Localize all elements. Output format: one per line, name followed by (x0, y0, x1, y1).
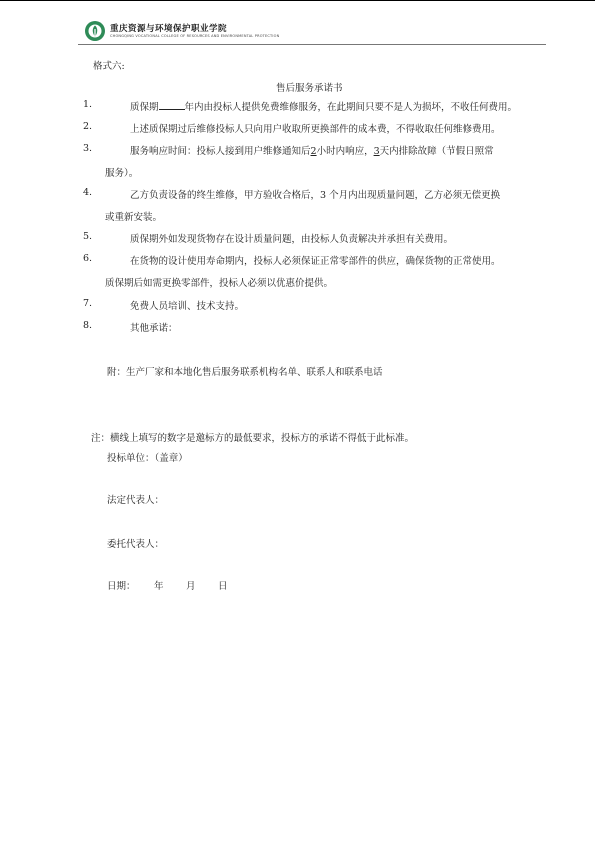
header-rule (78, 44, 546, 45)
list-item: 质保期外如发现货物存在设计质量问题，由投标人负责解决并承担有关费用。 (130, 234, 454, 245)
format-label: 格式六: (93, 61, 125, 72)
item-text: 年内由投标人提供免费维修服务，在此期间只要不是人为损坏，不收任何费用。 (184, 102, 518, 113)
list-item: 免费人员培训、技术支持。 (130, 301, 245, 312)
list-item: 其他承诺： (130, 323, 178, 334)
org-subtitle: CHONGQING VOCATIONAL COLLEGE OF RESOURCES AND ENVIRONMENTAL PROTECTION (110, 34, 280, 38)
date-month: 月 (186, 581, 196, 592)
item-number: 6. (83, 253, 93, 264)
list-item-continuation: 质保期后如需更换零部件，投标人必须以优惠价提供。 (105, 278, 334, 289)
list-item: 乙方负责设备的终生维修，甲方验收合格后，3 个月内出现质量问题，乙方必须无偿更换 (130, 190, 501, 201)
fill-in-blank (159, 100, 185, 110)
list-item: 在货物的设计使用寿命期内，投标人必须保证正常零部件的供应，确保货物的正常使用。 (130, 256, 501, 267)
item-number: 4. (83, 187, 93, 198)
remark-note: 注：横线上填写的数字是邀标方的最低要求，投标方的承诺不得低于此标准。 (91, 433, 415, 444)
item-number: 1. (83, 99, 93, 110)
item-number: 8. (83, 320, 93, 331)
list-item (130, 99, 517, 113)
date-day: 日 (218, 581, 228, 592)
item-text: 天内排除故障（节假日照常 (379, 146, 494, 157)
list-item-continuation: 或重新安装。 (105, 212, 163, 223)
item-number: 5. (83, 231, 93, 242)
document-title: 售后服务承诺书 (276, 83, 343, 94)
list-item (130, 143, 494, 157)
list-item: 上述质保期过后维修投标人只向用户收取所更换部件的成本费，不得收取任何维修费用。 (130, 124, 501, 135)
bidder-signature-line: 投标单位：（盖章） (107, 453, 188, 464)
item-number: 2. (83, 121, 93, 132)
underlined-value: 2 (310, 146, 317, 157)
page-top-border (0, 0, 595, 1)
date-year: 年 (154, 581, 164, 592)
item-text: 服务响应时间：投标人接到用户维修通知后 (130, 146, 311, 157)
item-number: 3. (83, 143, 93, 154)
item-text: 质保期 (130, 102, 159, 113)
item-number: 7. (83, 298, 93, 309)
college-logo-icon (85, 21, 105, 41)
org-name: 重庆资源与环境保护职业学院 (110, 24, 228, 34)
list-item-continuation: 服务）。 (105, 168, 139, 179)
legal-representative-line: 法定代表人： (107, 495, 165, 506)
underlined-value: 3 (373, 146, 380, 157)
date-label: 日期： (107, 581, 136, 592)
item-text: 小时内响应， (316, 146, 374, 157)
authorized-representative-line: 委托代表人： (107, 539, 165, 550)
attachment-note: 附：生产厂家和本地化售后服务联系机构名单、联系人和联系电话 (107, 367, 383, 378)
